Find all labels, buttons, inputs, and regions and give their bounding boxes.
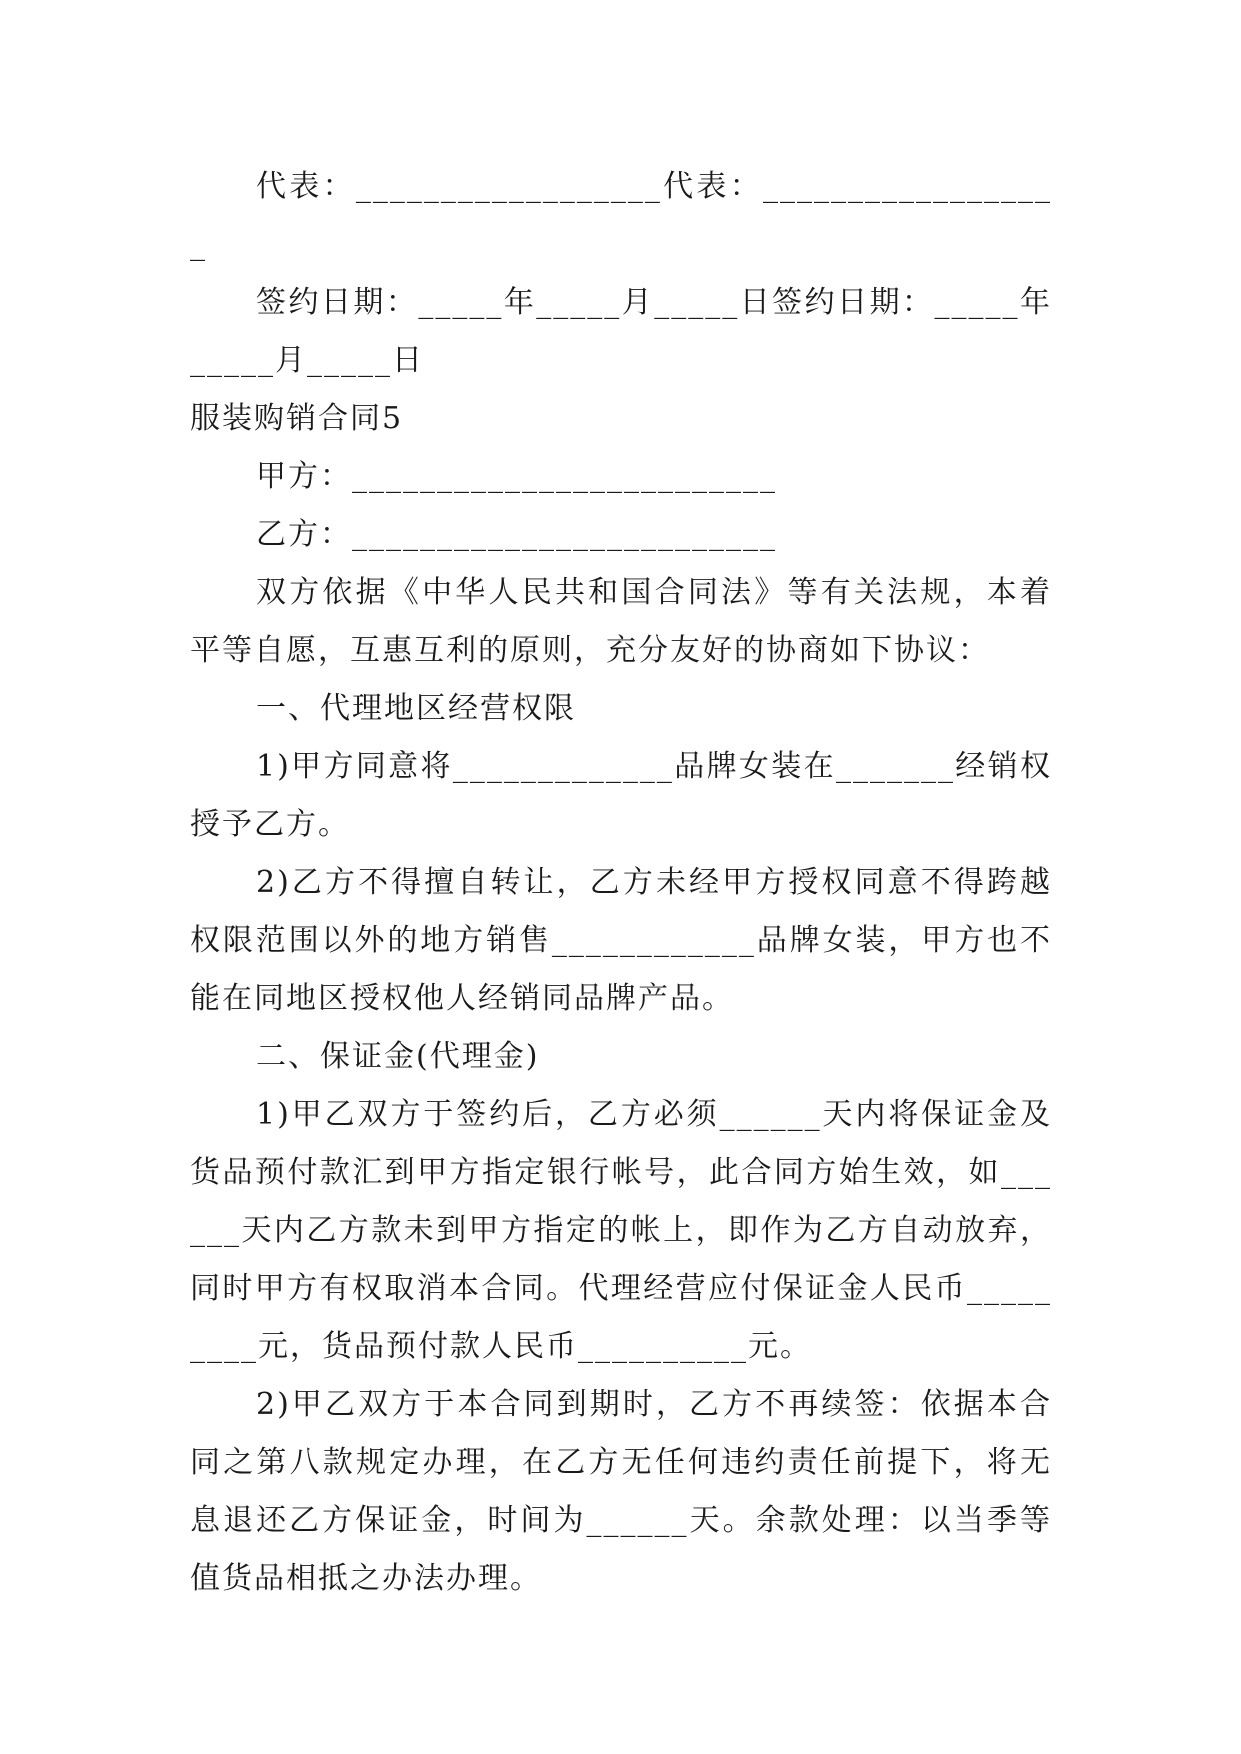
contract-title: 服装购销合同5 (190, 401, 404, 436)
document-body (190, 158, 1052, 1608)
party-b-line: 乙方：_________________________ (256, 517, 777, 552)
section-2-item-2: 2)甲乙双方于本合同到期时，乙方不再续签：依据本合同之第八款规定办理，在乙方无任何违约责任前提下，将无息退还乙方保证金，时间为______天。余款处理：以当季等值货品相抵之办法办理。 (190, 1387, 1052, 1596)
preamble-paragraph: 双方依据《中华人民共和国合同法》等有关法规，本着平等自愿，互惠互利的原则，充分友好的协商如下协议： (190, 575, 1052, 668)
section-2-item-1: 1)甲乙双方于签约后，乙方必须______天内将保证金及货品预付款汇到甲方指定银行帐号，此合同方始生效，如______天内乙方款未到甲方指定的帐上，即作为乙方自动放弃，同时甲方有权取消本合同。代理经营应付保证金人民币_________元，货品预付款人民币__________元。 (190, 1097, 1052, 1364)
signing-date-line: 签约日期：_____年_____月_____日签约日期：_____年_____月_____日 (190, 285, 1052, 378)
section-1-item-2: 2)乙方不得擅自转让，乙方未经甲方授权同意不得跨越权限范围以外的地方销售____________品牌女装，甲方也不能在同地区授权他人经销同品牌产品。 (190, 865, 1052, 1016)
section-1-heading: 一、代理地区经营权限 (256, 691, 576, 726)
representative-line: 代表：__________________代表：__________________ (190, 169, 1052, 262)
section-1-item-1: 1)甲方同意将_____________品牌女装在_______经销权授予乙方。 (190, 749, 1052, 842)
section-2-heading: 二、保证金(代理金) (256, 1039, 540, 1074)
party-a-line: 甲方：_________________________ (256, 459, 777, 494)
